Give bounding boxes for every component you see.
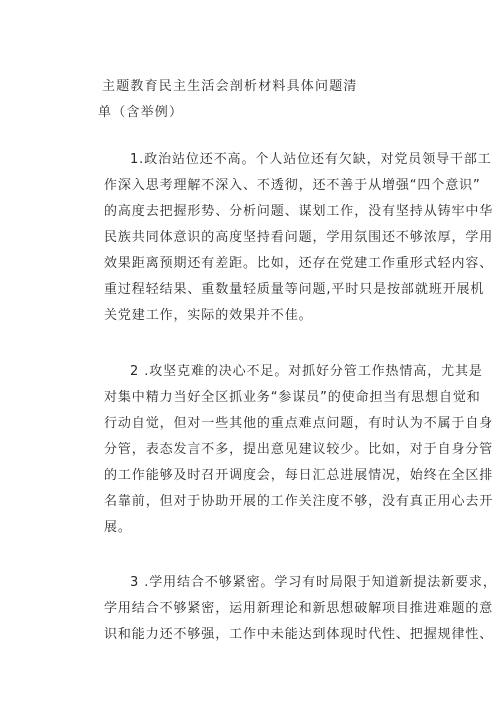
paragraph-line: 1.政治站位还不高。个人站位还有欠缺，对党员领导干部工 [130, 152, 492, 167]
paragraph-3 [104, 570, 497, 648]
paragraph-line: 展。 [104, 520, 132, 535]
paragraph-line: 行动自觉，但对一些其他的重点难点问题，有时认为不属于自身 [104, 416, 494, 431]
paragraph-line: 识和能力还不够强，工作中未能达到体现时代性、把握规律性、 [104, 627, 494, 642]
paragraph-line: 学用结合不够紧密，运用新理论和新思想破解项目推进难题的意 [104, 601, 494, 616]
paragraph-2 [104, 359, 494, 541]
paragraph-line: 效果距离预期还有差距。比如，还存在党建工作重形式轻内容、 [104, 256, 494, 271]
paragraph-line: 的高度去把握形势、分析问题、谋划工作，没有坚持从铸牢中华 [104, 204, 494, 219]
paragraph-line: 的工作能够及时召开调度会，每日汇总进展情况，始终在全区排 [104, 468, 494, 483]
paragraph-line: 重过程轻结果、重数量轻质量等问题,平时只是按部就班开展机 [104, 282, 485, 297]
paragraph-line: 分管，表态发言不多，提出意见建议较少。比如，对于自身分管 [104, 442, 494, 457]
paragraph-line: 名靠前，但对于协助开展的工作关注度不够，没有真正用心去开 [104, 494, 494, 509]
document-title [98, 74, 462, 126]
paragraph-line: 对集中精力当好全区抓业务“参谋员”的使命担当有思想自觉和 [104, 390, 481, 405]
paragraph-line: 3 .学用结合不够紧密。学习有时局限于知道新提法新要求， [130, 575, 497, 590]
paragraph-line: 关党建工作，实际的效果并不佳。 [104, 308, 313, 323]
title-line-1: 主题教育民主生活会剖析材料具体问题清 [102, 79, 358, 94]
title-line-2: 单（含举例） [98, 105, 184, 120]
paragraph-line: 民族共同体意识的高度坚持看问题，学用氛围还不够浓厚，学用 [104, 230, 494, 245]
paragraph-line: 作深入思考理解不深入、不透彻，还不善于从增强“四个意识” [104, 178, 481, 193]
paragraph-1 [104, 147, 494, 329]
paragraph-line: 2 .攻坚克难的决心不足。对抓好分管工作热情高，尤其是 [130, 364, 483, 379]
